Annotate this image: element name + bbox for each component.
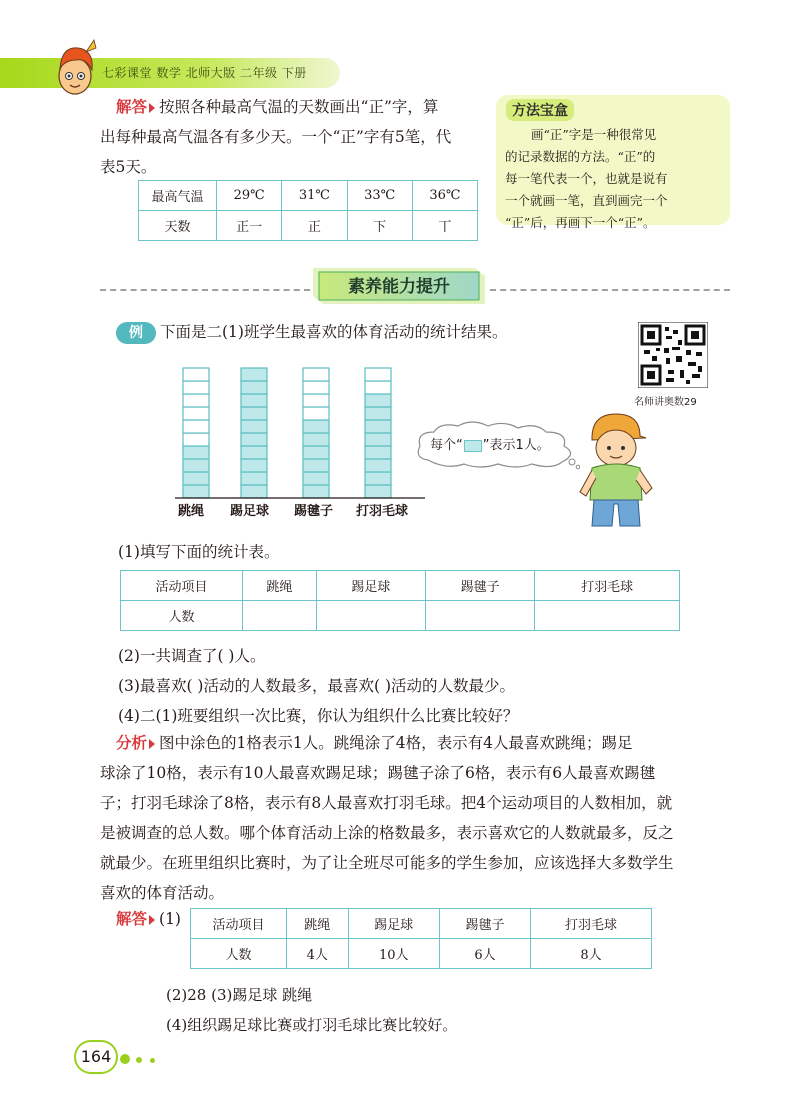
- mascot-icon: [52, 38, 98, 98]
- analysis-line4: 是被调查的总人数。哪个体育活动上涂的格数最多，表示喜欢它的人数就最多，反之: [100, 824, 674, 842]
- answer-4: (4)组织踢足球比赛或打羽毛球比赛比较好。: [166, 1016, 458, 1034]
- bar-cell-filled: [183, 459, 209, 472]
- bar-cell-empty: [365, 368, 391, 381]
- table-cell: 人数: [121, 601, 243, 631]
- answer-2-3: (2)28 (3)踢足球 跳绳: [166, 986, 313, 1004]
- tip-line: 一个就画一笔，直到画完一个: [505, 193, 668, 208]
- temperature-table: [138, 180, 478, 241]
- bar-cell-filled: [183, 485, 209, 498]
- bar-cell-filled: [303, 433, 329, 446]
- bar-cell-filled: [365, 433, 391, 446]
- table-cell: 打羽毛球: [531, 909, 652, 939]
- bar-cell-filled: [365, 394, 391, 407]
- analysis-text1: 图中涂色的1格表示1人。跳绳涂了4格，表示有4人最喜欢跳绳；踢足: [159, 734, 633, 752]
- table-row: [121, 601, 680, 631]
- bar-cell-empty: [183, 394, 209, 407]
- page-dot-icon: [136, 1057, 142, 1063]
- bar-cell-filled: [365, 485, 391, 498]
- answer-stat-table: [190, 908, 652, 969]
- table-cell: 天数: [139, 211, 217, 241]
- analysis-line6: 喜欢的体育活动。: [100, 884, 225, 902]
- table-cell: 踢足球: [316, 571, 425, 601]
- bar-cell-filled: [241, 368, 267, 381]
- bar-cell-filled: [241, 433, 267, 446]
- section-title: 素养能力提升: [348, 277, 450, 297]
- page-dot-icon: [120, 1054, 130, 1064]
- bar-cell-empty: [303, 394, 329, 407]
- table-cell: 跳绳: [287, 909, 349, 939]
- triangle-marker-icon: [149, 915, 155, 925]
- table-row: [139, 211, 478, 241]
- solution1-text1: 按照各种最高气温的天数画出“正”字，算: [159, 98, 439, 116]
- tip-line: 画“正”字是一种很常见: [531, 127, 657, 142]
- solution2-head: [116, 904, 181, 934]
- bar-cell-filled: [241, 472, 267, 485]
- table-cell: 正: [282, 211, 347, 241]
- bar-cell-filled: [365, 407, 391, 420]
- example-badge: 例: [116, 322, 156, 344]
- table-cell: 人数: [191, 939, 287, 969]
- table-cell: 33℃: [347, 181, 412, 211]
- legend-suffix: ”表示1人。: [482, 438, 550, 453]
- bar-cell-filled: [303, 459, 329, 472]
- qr-caption: 名师讲奥数29: [634, 397, 697, 408]
- example-text: 下面是二(1)班学生最喜欢的体育活动的统计结果。: [160, 323, 508, 341]
- bar-label-shuttlecock: 踢毽子: [294, 504, 334, 519]
- legend-text: [430, 434, 550, 453]
- bar-cell-filled: [303, 472, 329, 485]
- bar-cell-empty: [303, 381, 329, 394]
- bar-cell-filled: [241, 420, 267, 433]
- table-cell: 踢足球: [348, 909, 439, 939]
- bar-cell-filled: [365, 446, 391, 459]
- table-cell: 丅: [412, 211, 477, 241]
- table-cell: 8人: [531, 939, 652, 969]
- table-row: [191, 909, 652, 939]
- table-cell: 4人: [287, 939, 349, 969]
- table-cell: 下: [347, 211, 412, 241]
- analysis-line3: 子；打羽毛球涂了8格，表示有8人最喜欢打羽毛球。把4个运动项目的人数相加，就: [100, 794, 673, 812]
- table-cell: 6人: [439, 939, 530, 969]
- bar-cell-empty: [183, 407, 209, 420]
- bar-cell-filled: [365, 472, 391, 485]
- question-2: (2)一共调查了( )人。: [118, 647, 266, 665]
- table-cell: 31℃: [282, 181, 347, 211]
- table-cell: 踢毽子: [439, 909, 530, 939]
- qr-code-icon[interactable]: [638, 322, 708, 388]
- section-divider-right: [490, 289, 730, 291]
- table-cell: 踢毽子: [426, 571, 535, 601]
- bar-cell-empty: [365, 381, 391, 394]
- tip-line: 每一笔代表一个，也就是说有: [505, 171, 668, 186]
- solution1-label: 解答: [116, 98, 148, 116]
- bar-cell-filled: [303, 420, 329, 433]
- bar-cell-filled: [303, 485, 329, 498]
- page-number: 164: [74, 1040, 118, 1074]
- solution2-prefix: (1): [159, 910, 181, 928]
- bar-cell-empty: [183, 420, 209, 433]
- page-dot-icon: [150, 1058, 155, 1063]
- triangle-marker-icon: [149, 739, 155, 749]
- bar-cell-filled: [183, 472, 209, 485]
- bar-cell-empty: [303, 407, 329, 420]
- solution2-label: 解答: [116, 910, 148, 928]
- bar-cell-empty: [183, 433, 209, 446]
- answer-cell[interactable]: [243, 601, 317, 631]
- table-cell: 29℃: [217, 181, 282, 211]
- solution1-line1: [116, 92, 438, 122]
- bar-cell-filled: [241, 459, 267, 472]
- bar-label-badminton: 打羽毛球: [356, 504, 409, 519]
- tip-line: 的记录数据的方法。“正”的: [505, 149, 656, 164]
- analysis-line5: 就最少。在班里组织比赛时，为了让全班尽可能多的学生参加，应该选择大多数学生: [100, 854, 674, 872]
- question-3: (3)最喜欢( )活动的人数最多，最喜欢( )活动的人数最少。: [118, 677, 515, 695]
- solution1-line3: 表5天。: [100, 158, 157, 176]
- table-cell: 活动项目: [191, 909, 287, 939]
- analysis-label: 分析: [116, 734, 148, 752]
- analysis-line1: [116, 728, 632, 758]
- tip-line: “正”后，再画下一个“正”。: [505, 215, 656, 230]
- bar-cell-empty: [183, 381, 209, 394]
- blank-stat-table: [120, 570, 680, 631]
- bar-cell-empty: [183, 368, 209, 381]
- bar-label-soccer: 踢足球: [230, 504, 270, 519]
- bar-cell-empty: [303, 368, 329, 381]
- activity-bar-chart: [175, 360, 435, 520]
- solution1-line2: 出每种最高气温各有多少天。一个“正”字有5笔，代: [100, 128, 452, 146]
- bar-cell-filled: [183, 446, 209, 459]
- bar-cell-filled: [365, 459, 391, 472]
- legend-cell-icon: [464, 440, 482, 452]
- table-cell: 正一: [217, 211, 282, 241]
- bar-cell-filled: [241, 381, 267, 394]
- legend-prefix: 每个“: [430, 438, 463, 453]
- bar-cell-filled: [241, 446, 267, 459]
- section-divider-left: [100, 289, 310, 291]
- bar-cell-filled: [365, 420, 391, 433]
- analysis-line2: 球涂了10格，表示有10人最喜欢踢足球；踢毽子涂了6格，表示有6人最喜欢踢毽: [100, 764, 656, 782]
- header-title: 七彩课堂 数学 北师大版 二年级 下册: [102, 66, 307, 80]
- table-cell: 活动项目: [121, 571, 243, 601]
- boy-illustration-icon: [562, 408, 660, 530]
- triangle-marker-icon: [149, 103, 155, 113]
- question-4: (4)二(1)班要组织一次比赛，你认为组织什么比赛比较好？: [118, 707, 519, 725]
- bar-cell-filled: [241, 485, 267, 498]
- answer-cell[interactable]: [316, 601, 425, 631]
- bar-cell-filled: [241, 394, 267, 407]
- table-row: [121, 571, 680, 601]
- answer-cell[interactable]: [535, 601, 680, 631]
- tip-title: 方法宝盒: [506, 99, 574, 121]
- bar-cell-filled: [303, 446, 329, 459]
- answer-cell[interactable]: [426, 601, 535, 631]
- tip-text: [505, 124, 723, 234]
- table-cell: 10人: [348, 939, 439, 969]
- table-cell: 打羽毛球: [535, 571, 680, 601]
- bar-label-jump-rope: 跳绳: [178, 504, 205, 519]
- table-cell: 36℃: [412, 181, 477, 211]
- table-row: [139, 181, 478, 211]
- bar-cell-filled: [241, 407, 267, 420]
- table-cell: 跳绳: [243, 571, 317, 601]
- table-row: [191, 939, 652, 969]
- question-1: (1)填写下面的统计表。: [118, 543, 280, 561]
- table-cell: 最高气温: [139, 181, 217, 211]
